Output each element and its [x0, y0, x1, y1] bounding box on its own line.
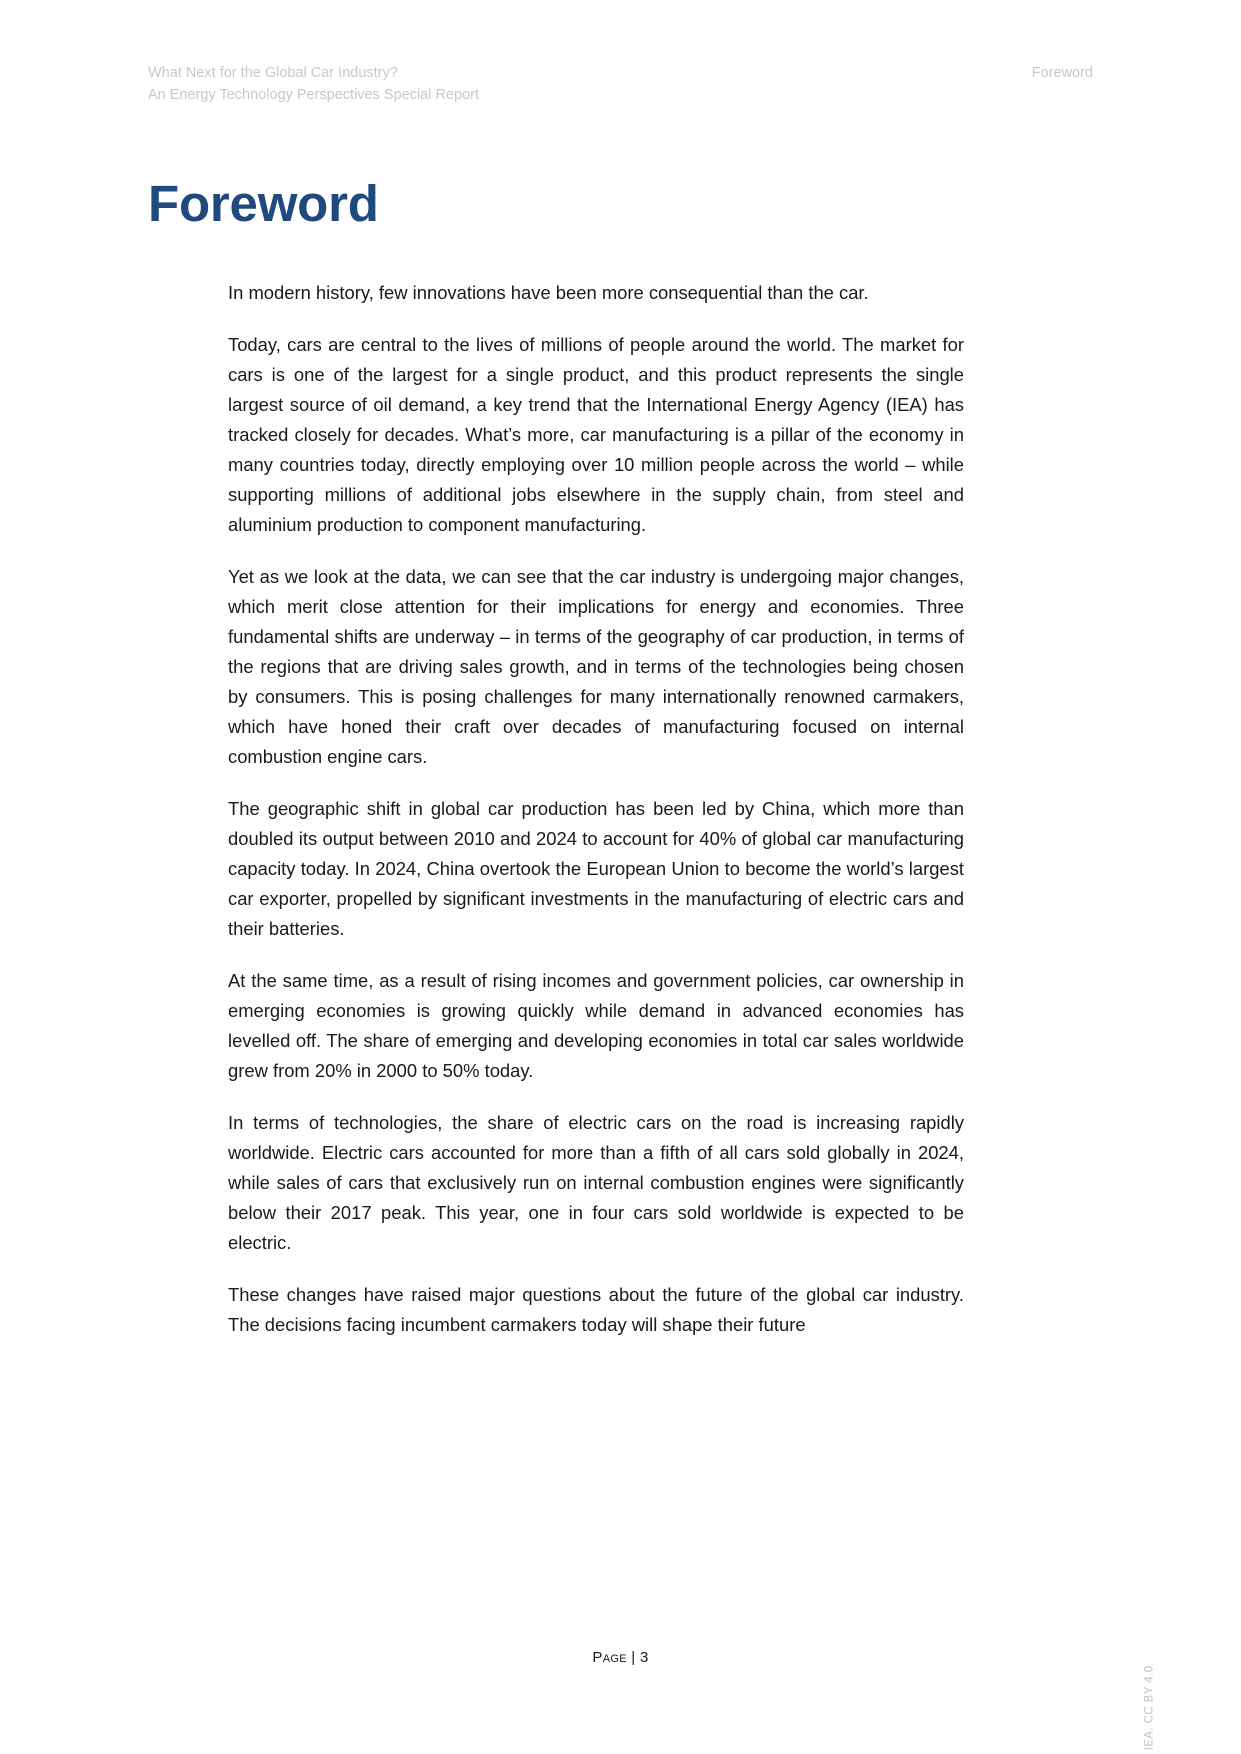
body-paragraph: Today, cars are central to the lives of millions of people around the world. The market for cars is one of the largest for a single product, and this product represents the single largest source of oil demand, a key trend that the International Energy Agency (IEA) has tracked closely for decades. What’s more, car manufacturing is a pillar of the economy in many countries today, directly employing over 10 million people across the world – while supporting millions of additional jobs elsewhere in the supply chain, from steel and aluminium production to component manufacturing. [228, 334, 964, 535]
rights-notice: IEA. CC BY 4.0. [1143, 1662, 1155, 1751]
body-content [228, 278, 964, 1340]
running-header-left [148, 62, 479, 107]
report-title-line2: An Energy Technology Perspectives Special Report [148, 87, 480, 104]
report-title-line1: What Next for the Global Car Industry? [148, 65, 398, 81]
page-title: Foreword [148, 175, 379, 233]
body-paragraph: At the same time, as a result of rising incomes and government policies, car ownership in emerging economies is growing quickly while demand in advanced economies has levelled off. The share of emerging and developing economies in total car sales worldwide grew from 20% in 2000 to 50% today. [228, 970, 964, 1081]
body-paragraph: The geographic shift in global car production has been led by China, which more than doubled its output between 2010 and 2024 to account for 40% of global car manufacturing capacity today. In 2024, China overtook the European Union to become the world’s largest car exporter, propelled by significant investments in the manufacturing of electric cars and their batteries. [228, 798, 964, 939]
body-paragraph: In terms of technologies, the share of electric cars on the road is increasing rapidly worldwide. Electric cars accounted for more than a fifth of all cars sold globally in 2024, while sales of cars that exclusively run on internal combustion engines were significantly below their 2017 peak. This year, one in four cars sold worldwide is expected to be electric. [228, 1112, 964, 1253]
body-paragraph: In modern history, few innovations have been more consequential than the car. [228, 282, 869, 303]
page-number-footer: Page | 3 [592, 1649, 649, 1666]
running-header [148, 62, 1093, 107]
running-header-section: Foreword [1031, 65, 1093, 81]
body-paragraph: Yet as we look at the data, we can see that the car industry is undergoing major changes, which merit close attention for their implications for energy and economies. Three fundamental shifts are underway – in terms of the geography of car production, in terms of the regions that are driving sales growth, and in terms of the technologies being chosen by consumers. This is posing challenges for many internationally renowned carmakers, which have honed their craft over decades of manufacturing focused on internal combustion engine cars. [228, 566, 964, 767]
body-paragraph: These changes have raised major questions about the future of the global car industry. The decisions facing incumbent carmakers today will shape their future [228, 1284, 964, 1335]
